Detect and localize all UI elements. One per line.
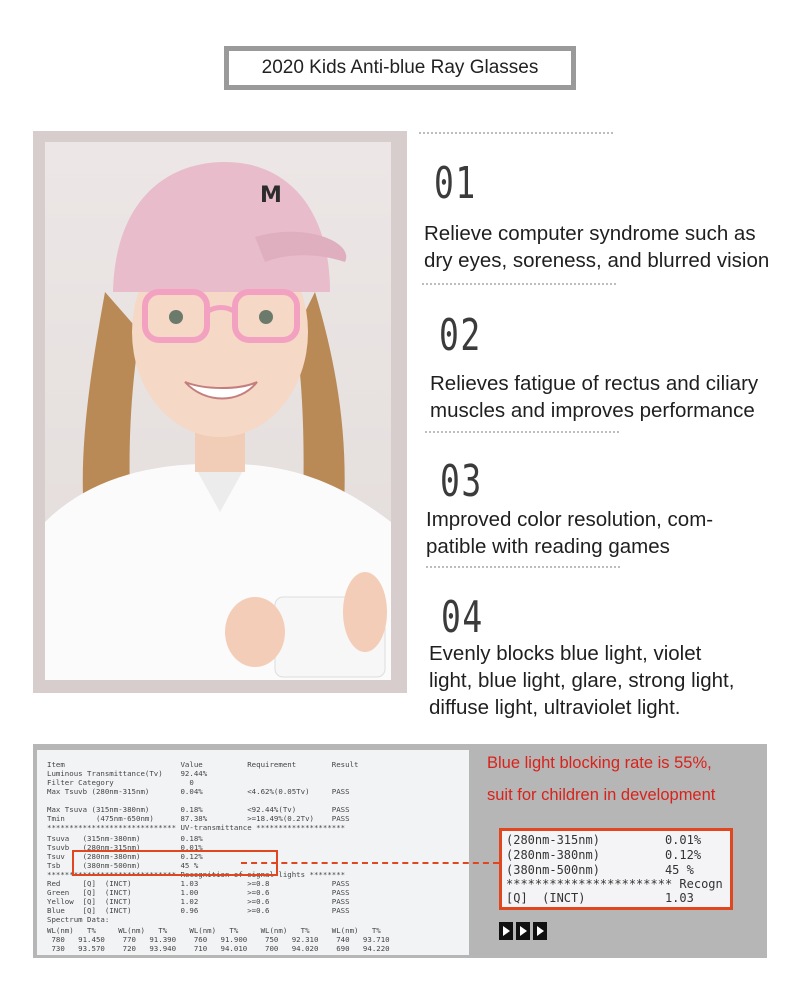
zoomed-report <box>499 828 733 910</box>
feature-line: patible with reading games <box>426 535 670 558</box>
report-row: Filter Category 0 <box>47 778 194 787</box>
feature-text <box>426 506 713 560</box>
zoom-row: (380nm-500nm) 45 % <box>506 863 694 877</box>
divider <box>425 431 619 433</box>
play-arrow-icon <box>516 922 530 940</box>
title-banner <box>224 46 576 90</box>
feature-text <box>430 370 758 424</box>
zoom-row: (280nm-315nm) 0.01% <box>506 833 702 847</box>
zoom-row: *********************** Recogn <box>506 877 723 891</box>
feature-number: 01 <box>434 158 477 209</box>
play-arrow-icon <box>499 922 513 940</box>
play-arrow-icon <box>533 922 547 940</box>
report-row: ***************************** Recognition of signal lights ******** <box>47 870 346 879</box>
report-row: Tsuv (280nm-380nm) 0.12% <box>47 852 203 861</box>
feature-line: light, blue light, glare, strong light, <box>429 669 735 692</box>
feature-line: diffuse light, ultraviolet light. <box>429 696 681 719</box>
feature-line: Relieves fatigue of rectus and ciliary <box>430 372 759 395</box>
report-row: Red [Q] (INCT) 1.03 >=0.8 PASS <box>47 879 350 888</box>
report-row: Tsuvb (280nm-315nm) 0.01% <box>47 843 203 852</box>
report-row: Item Value Requirement Result <box>47 760 359 769</box>
report-row: Max Tsuvb (280nm-315nm) 0.04% <4.62%(0.05Tv) PASS <box>47 787 350 796</box>
claim-line: suit for children in development <box>487 786 716 804</box>
claim-line: Blue light blocking rate is 55%, <box>487 754 712 772</box>
report-row: 730 93.570 720 93.940 710 94.010 700 94.020 690 94.220 <box>47 944 390 953</box>
arrow-group <box>499 922 547 940</box>
feature-number: 02 <box>439 310 482 361</box>
divider <box>419 132 613 134</box>
feature-text <box>429 640 734 721</box>
report-row: 780 91.450 770 91.390 760 91.900 750 92.310 740 93.710 <box>47 935 390 944</box>
divider <box>426 566 620 568</box>
report-row: Luminous Transmittance(Tv) 92.44% <box>47 769 208 778</box>
report-row: Tsb (380nm-500nm) 45 % <box>47 861 199 870</box>
feature-number: 03 <box>440 456 483 507</box>
report-row: Green [Q] (INCT) 1.00 >=0.6 PASS <box>47 888 350 897</box>
report-row: Max Tsuva (315nm-380nm) 0.18% <92.44%(Tv) PASS <box>47 805 350 814</box>
report-row: Yellow [Q] (INCT) 1.02 >=0.6 PASS <box>47 897 350 906</box>
feature-text <box>424 220 769 274</box>
feature-line: Relieve computer syndrome such as <box>424 222 756 245</box>
zoom-row: (280nm-380nm) 0.12% <box>506 848 702 862</box>
feature-line: Evenly blocks blue light, violet <box>429 642 702 665</box>
report-row: Tsuva (315nm-380nm) 0.18% <box>47 834 203 843</box>
test-report-sheet <box>37 750 469 955</box>
feature-line: Improved color resolution, com- <box>426 508 714 531</box>
report-row: Blue [Q] (INCT) 0.96 >=0.6 PASS <box>47 906 350 915</box>
report-row: ***************************** UV-transmittance ******************** <box>47 823 346 832</box>
feature-line: dry eyes, soreness, and blurred vision <box>424 249 770 272</box>
page-title: 2020 Kids Anti-blue Ray Glasses <box>261 57 539 78</box>
report-row: Spectrum Data: <box>47 915 110 924</box>
feature-number: 04 <box>441 592 484 643</box>
svg-text:M: M <box>260 183 282 208</box>
zoom-row: [Q] (INCT) 1.03 <box>506 891 694 905</box>
report-row: Tmin (475nm-650nm) 87.38% >=18.49%(0.2Tv) PASS <box>47 814 350 823</box>
highlight-connector <box>241 862 499 864</box>
feature-line: muscles and improves performance <box>430 399 755 422</box>
divider <box>422 283 616 285</box>
product-photo <box>45 142 391 680</box>
report-row: WL(nm) T% WL(nm) T% WL(nm) T% WL(nm) T% WL(nm) T% <box>47 926 381 935</box>
